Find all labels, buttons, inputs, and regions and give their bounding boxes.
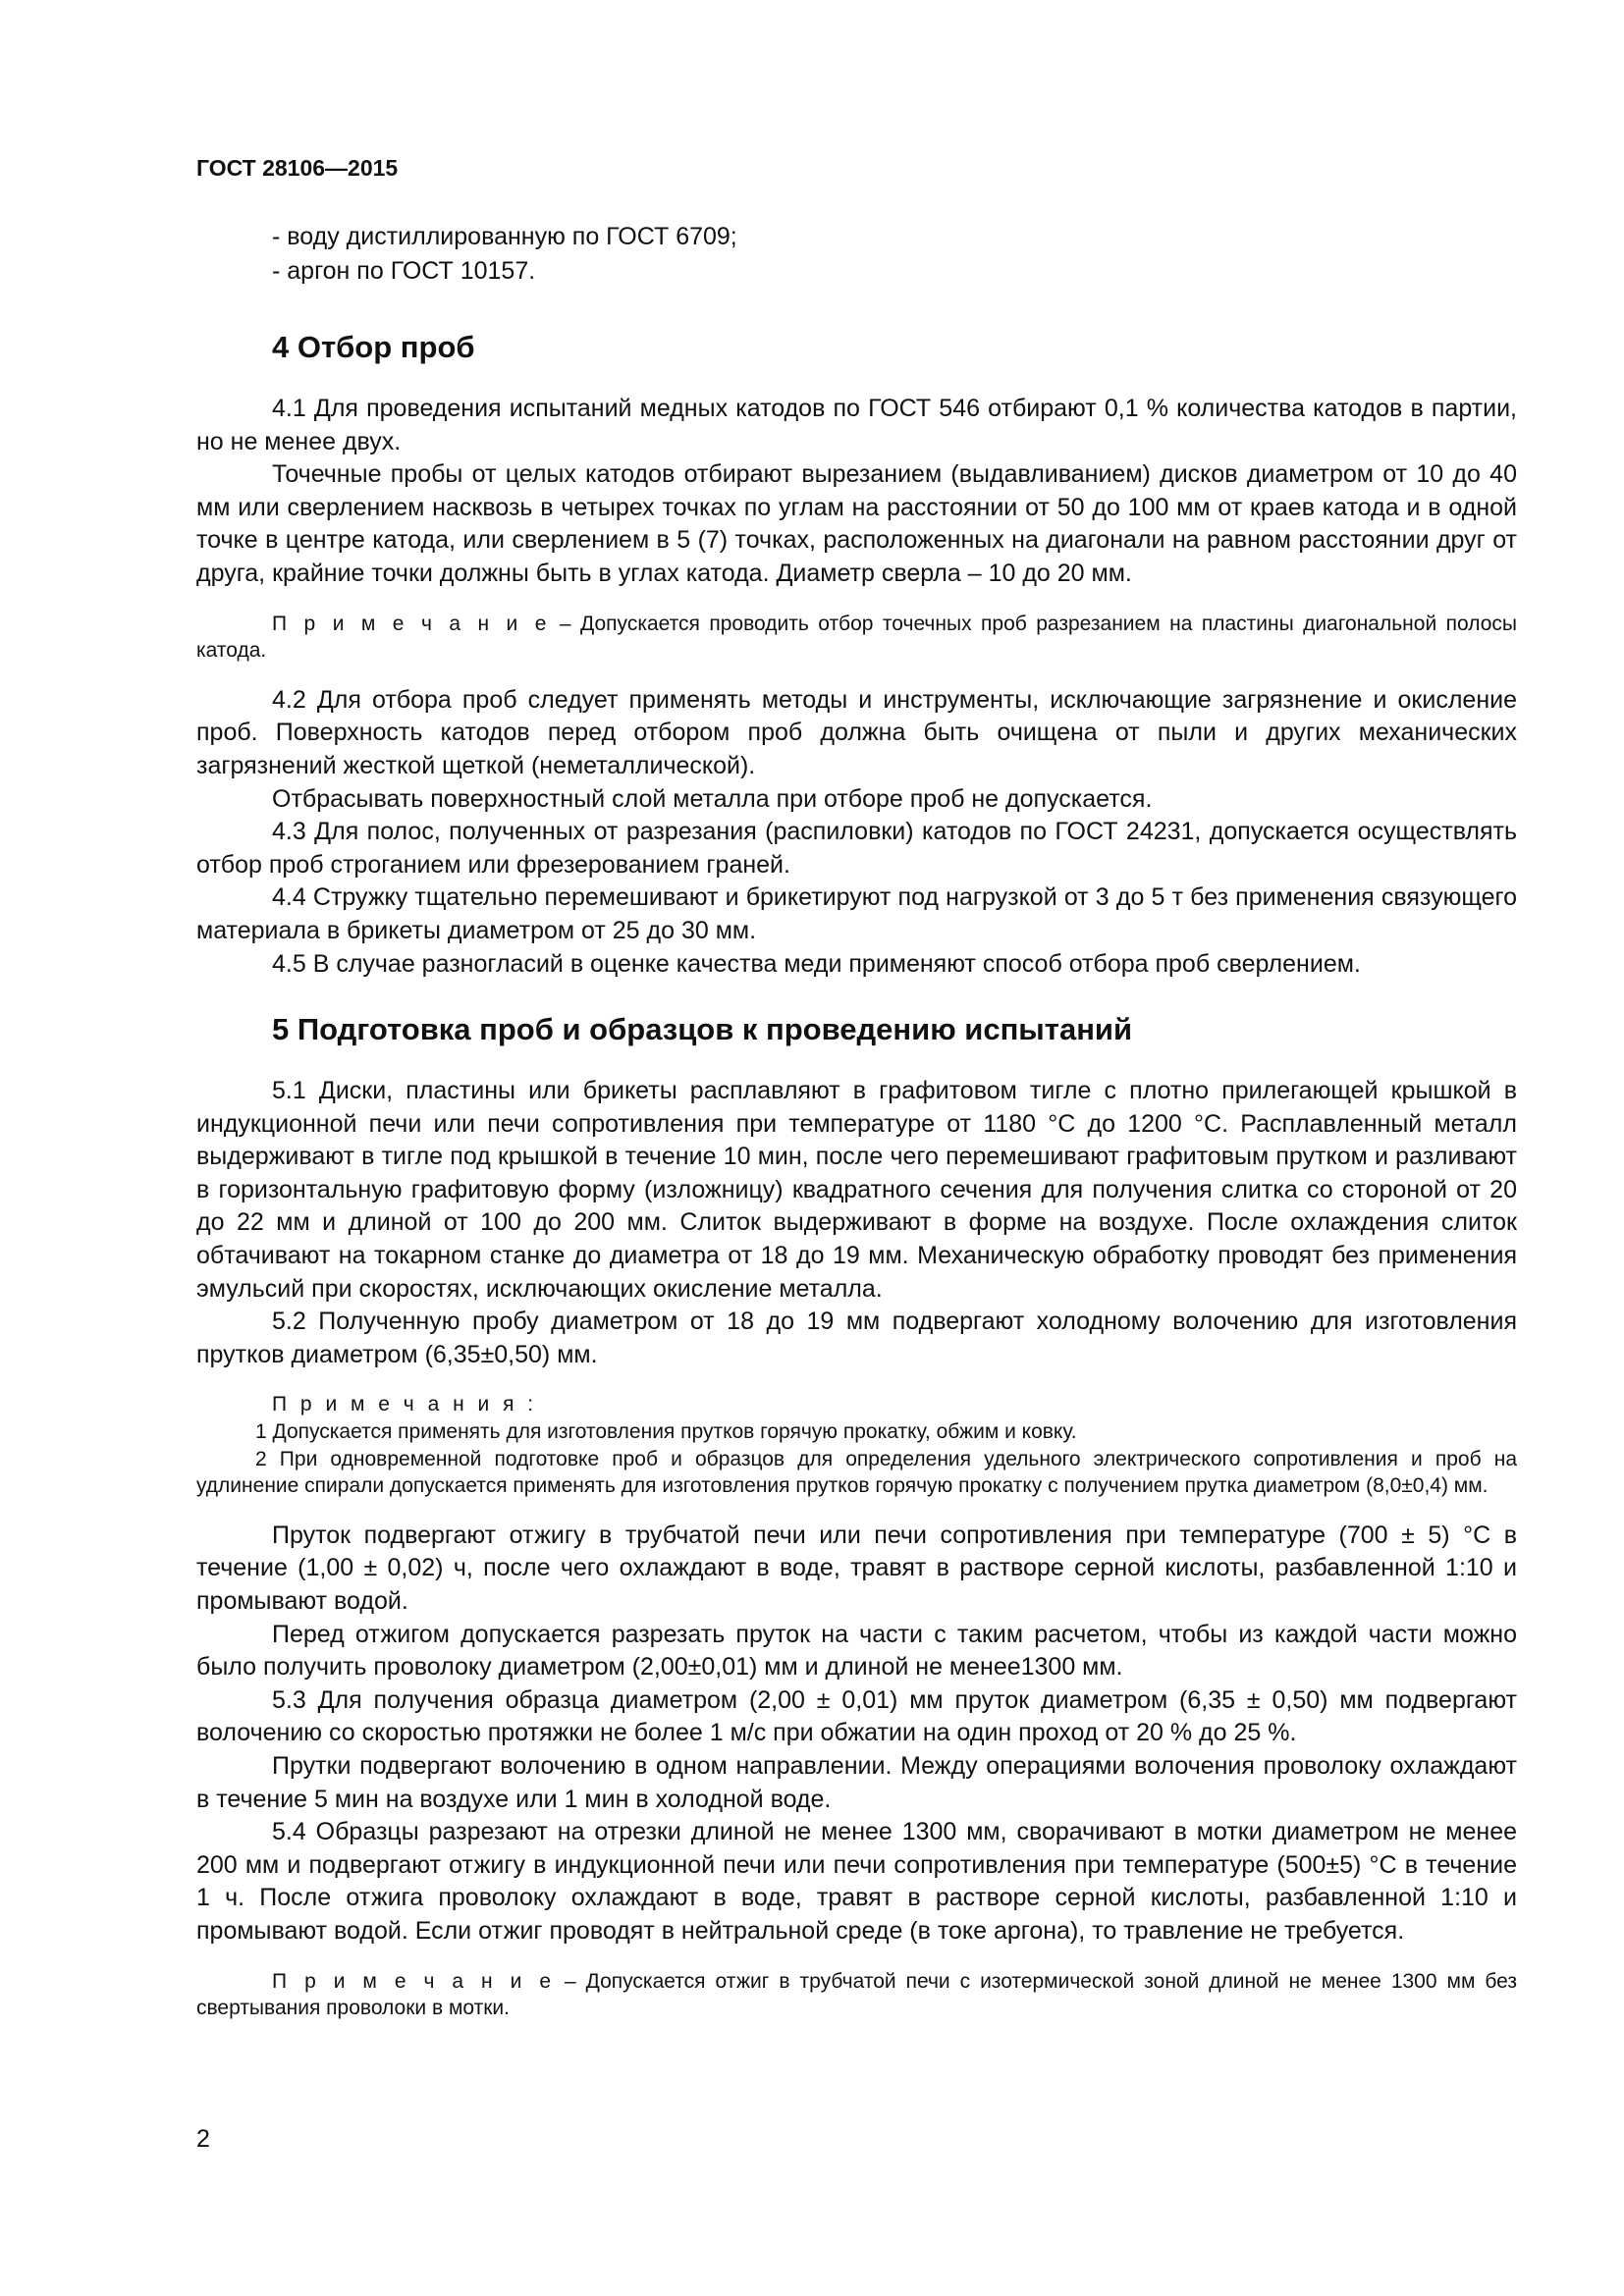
section-5-title: 5 Подготовка проб и образцов к проведению испытаний — [272, 1012, 1133, 1047]
paragraph-5-4: 5.4 Образцы разрезают на отрезки длиной не менее 1300 мм, сворачивают в мотки диаметром не менее 200 мм и подвергают отжигу в индукционной печи или печи сопротивления при температуре (500±5) °С в течение 1 ч. После отжига проволоку охлаждают в воде, травят в растворе серной кислоты, разбавленной 1:10 и промывают водой. Если отжиг проводят в нейтральной среде (в токе аргона), то травление не требуется. — [196, 1818, 1517, 1945]
paragraph-5-2-anneal: Пруток подвергают отжигу в трубчатой печи или печи сопротивления при температуре (700 ± 5) °С в течение (1,00 ± 0,02) ч, после чего охлаждают в воде, травят в растворе серной кислоты, разбавленной 1:10 и промывают водой. — [196, 1521, 1517, 1615]
paragraph-5-3: 5.3 Для получения образца диаметром (2,00 ± 0,01) мм пруток диаметром (6,35 ± 0,50) мм подвергают волочению со скоростью протяжки не более 1 м/с при обжатии на один проход от 20 % до 25 %. — [196, 1685, 1517, 1747]
note-5-1: 1 Допускается применять для изготовления прутков горячую прокатку, обжим и ковку. — [255, 1420, 1077, 1444]
list-item-water: - воду дистиллированную по ГОСТ 6709; — [272, 223, 737, 250]
page-number: 2 — [196, 2125, 210, 2153]
paragraph-4-2-surface: Отбрасывать поверхностный слой металла при отборе проб не допускается. — [272, 784, 1153, 813]
document-header: ГОСТ 28106—2015 — [196, 155, 399, 181]
paragraph-4-2: 4.2 Для отбора проб следует применять методы и инструменты, исключающие загрязнение и окисление проб. Поверхность катодов перед отбором проб должна быть очищена от пыли и других механических загрязнений жесткой щеткой (неметаллической). — [196, 685, 1517, 779]
notes-label: П р и м е ч а н и я : — [272, 1393, 538, 1416]
note-text: – Допускается проводить отбор точечных проб разрезанием на пластины диагональной полосы катода. — [196, 612, 1517, 663]
note-text: – Допускается отжиг в трубчатой печи с изотермической зоной длиной не менее 1300 мм без свертывания проволоки в мотки. — [196, 1969, 1517, 2020]
paragraph-4-1: 4.1 Для проведения испытаний медных катодов по ГОСТ 546 отбирают 0,1 % количества катодов в партии, но не менее двух. — [196, 395, 1517, 455]
paragraph-4-3: 4.3 Для полос, полученных от разрезания (распиловки) катодов по ГОСТ 24231, допускается осуществлять отбор проб строганием или фрезерованием граней. — [196, 818, 1517, 879]
notes-block — [196, 1391, 1517, 1499]
paragraph-5-2: 5.2 Полученную пробу диаметром от 18 до 19 мм подвергают холодному волочению для изготовления прутков диаметром (6,35±0,50) мм. — [196, 1308, 1517, 1368]
note-5-4 — [196, 1968, 1517, 2022]
paragraph-4-4: 4.4 Стружку тщательно перемешивают и брикетируют под нагрузкой от 3 до 5 т без применения связующего материала в брикеты диаметром от 25 до 30 мм. — [196, 883, 1517, 944]
note-5-2: 2 При одновременной подготовке проб и образцов для определения удельного электрического сопротивления и проб на удлинение спирали допускается применять для изготовления прутков горячую прокатку с получением прутка диаметром (8,0±0,4) мм. — [196, 1447, 1517, 1498]
paragraph-5-2-cut: Перед отжигом допускается разрезать пруток на части с таким расчетом, чтобы из каждой части можно было получить проволоку диаметром (2,00±0,01) мм и длиной не менее1300 мм. — [196, 1620, 1517, 1682]
section-4-title: 4 Отбор проб — [272, 330, 475, 364]
paragraph-5-1: 5.1 Диски, пластины или брикеты расплавляют в графитовом тигле с плотно прилегающей крышкой в индукционной печи или печи сопротивления при температуре от 1180 °С до 1200 °С. Расплавленный металл выдерживают в тигле под крышкой в течение 10 мин, после чего перемешивают графитовым прутком и разливают в горизонтальную графитовую форму (изложницу) квадратного сечения для получения слитка со стороной от 20 до 22 мм и длиной от 100 до 200 мм. Слиток выдерживают в форме на воздухе. После охлаждения слиток обтачивают на токарном станке до диаметра от 18 до 19 мм. Механическую обработку проводят без применения эмульсий при скоростях, исключающих окисление металла. — [196, 1077, 1517, 1303]
note-label: П р и м е ч а н и е — [272, 612, 551, 635]
paragraph-4-5: 4.5 В случае разногласий в оценке качества меди применяют способ отбора проб сверлением. — [272, 949, 1361, 978]
paragraph-5-3-direction: Прутки подвергают волочению в одном направлении. Между операциями волочения проволоку охлаждают в течение 5 мин на воздухе или 1 мин в холодной воде. — [196, 1751, 1517, 1813]
list-item-argon: - аргон по ГОСТ 10157. — [272, 257, 536, 285]
paragraph-4-1-points: Точечные пробы от целых катодов отбирают вырезанием (выдавливанием) дисков диаметром от 10 до 40 мм или сверлением насквозь в четырех точках по углам на расстоянии от 50 до 100 мм от краев катода и в одной точке в центре катода, или сверлением в 5 (7) точках, расположенных на диагонали на равном расстоянии друг от друга, крайние точки должны быть в углах катода. Диаметр сверла – 10 до 20 мм. — [196, 460, 1517, 587]
document-body — [196, 220, 1517, 2022]
note-label: П р и м е ч а н и е — [272, 1969, 556, 1993]
note-4 — [196, 611, 1517, 665]
